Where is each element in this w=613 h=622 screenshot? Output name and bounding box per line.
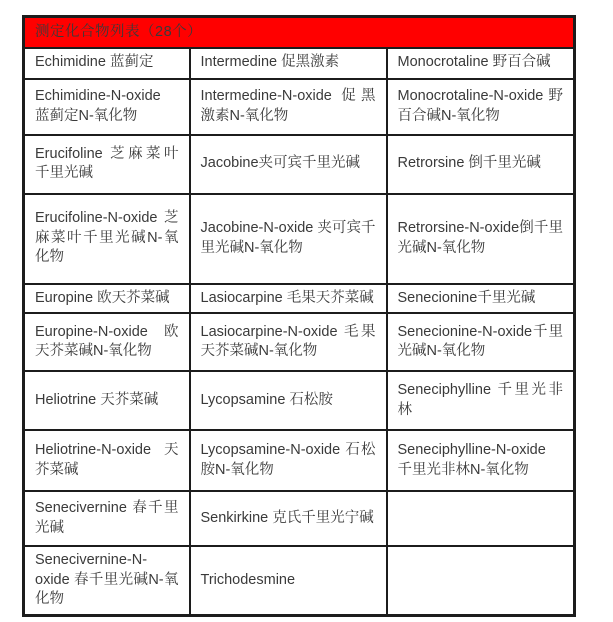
compound-cell: Lasiocarpine 毛果天芥菜碱 xyxy=(190,284,387,314)
compound-cell: Lycopsamine-N-oxide 石松胺N-氧化物 xyxy=(190,430,387,491)
table-title: 测定化合物列表（28个） xyxy=(24,17,575,48)
table-row xyxy=(24,430,575,491)
compound-cell: Senecionine千里光碱 xyxy=(387,284,575,314)
compound-cell: Senecionine-N-oxide千里光碱N-氧化物 xyxy=(387,313,575,371)
compound-cell: Senecivernine-N-oxide 春千里光碱N-氧化物 xyxy=(24,546,190,615)
table-header-row xyxy=(24,17,575,48)
table-row xyxy=(24,284,575,314)
compound-cell: Seneciphylline-N-oxide 千里光非林N-氧化物 xyxy=(387,430,575,491)
compound-cell: Erucifoline-N-oxide 芝麻菜叶千里光碱N-氧化物 xyxy=(24,194,190,284)
compound-cell: Monocrotaline-N-oxide 野百合碱N-氧化物 xyxy=(387,79,575,135)
table-row xyxy=(24,313,575,371)
compound-cell: Retrorsine-N-oxide倒千里光碱N-氧化物 xyxy=(387,194,575,284)
compound-cell: Retrorsine 倒千里光碱 xyxy=(387,135,575,194)
compound-cell: Echimidine-N-oxide 蓝蓟定N-氧化物 xyxy=(24,79,190,135)
table-row xyxy=(24,491,575,546)
table-row xyxy=(24,194,575,284)
table-row xyxy=(24,79,575,135)
compound-cell: Intermedine-N-oxide 促黑激素N-氧化物 xyxy=(190,79,387,135)
compound-cell: Europine-N-oxide 欧天芥菜碱N-氧化物 xyxy=(24,313,190,371)
table-row xyxy=(24,546,575,615)
compound-cell: Intermedine 促黑激素 xyxy=(190,48,387,79)
compound-cell: Seneciphylline 千里光非林 xyxy=(387,371,575,430)
compound-cell: Jacobine-N-oxide 夹可宾千里光碱N-氧化物 xyxy=(190,194,387,284)
empty-cell xyxy=(387,491,575,546)
compound-cell: Lycopsamine 石松胺 xyxy=(190,371,387,430)
compound-cell: Echimidine 蓝蓟定 xyxy=(24,48,190,79)
compound-cell: Lasiocarpine-N-oxide 毛果天芥菜碱N-氧化物 xyxy=(190,313,387,371)
compound-cell: Heliotrine 天芥菜碱 xyxy=(24,371,190,430)
compound-cell: Europine 欧天芥菜碱 xyxy=(24,284,190,314)
compound-cell: Senecivernine 春千里光碱 xyxy=(24,491,190,546)
table-row xyxy=(24,135,575,194)
compound-cell: Senkirkine 克氏千里光宁碱 xyxy=(190,491,387,546)
compound-cell: Trichodesmine xyxy=(190,546,387,615)
empty-cell xyxy=(387,546,575,615)
compound-cell: Monocrotaline 野百合碱 xyxy=(387,48,575,79)
compound-cell: Heliotrine-N-oxide 天芥菜碱 xyxy=(24,430,190,491)
table-row xyxy=(24,371,575,430)
table-row xyxy=(24,48,575,79)
compound-cell: Jacobine夹可宾千里光碱 xyxy=(190,135,387,194)
compound-table xyxy=(22,15,576,617)
compound-cell: Erucifoline 芝麻菜叶千里光碱 xyxy=(24,135,190,194)
